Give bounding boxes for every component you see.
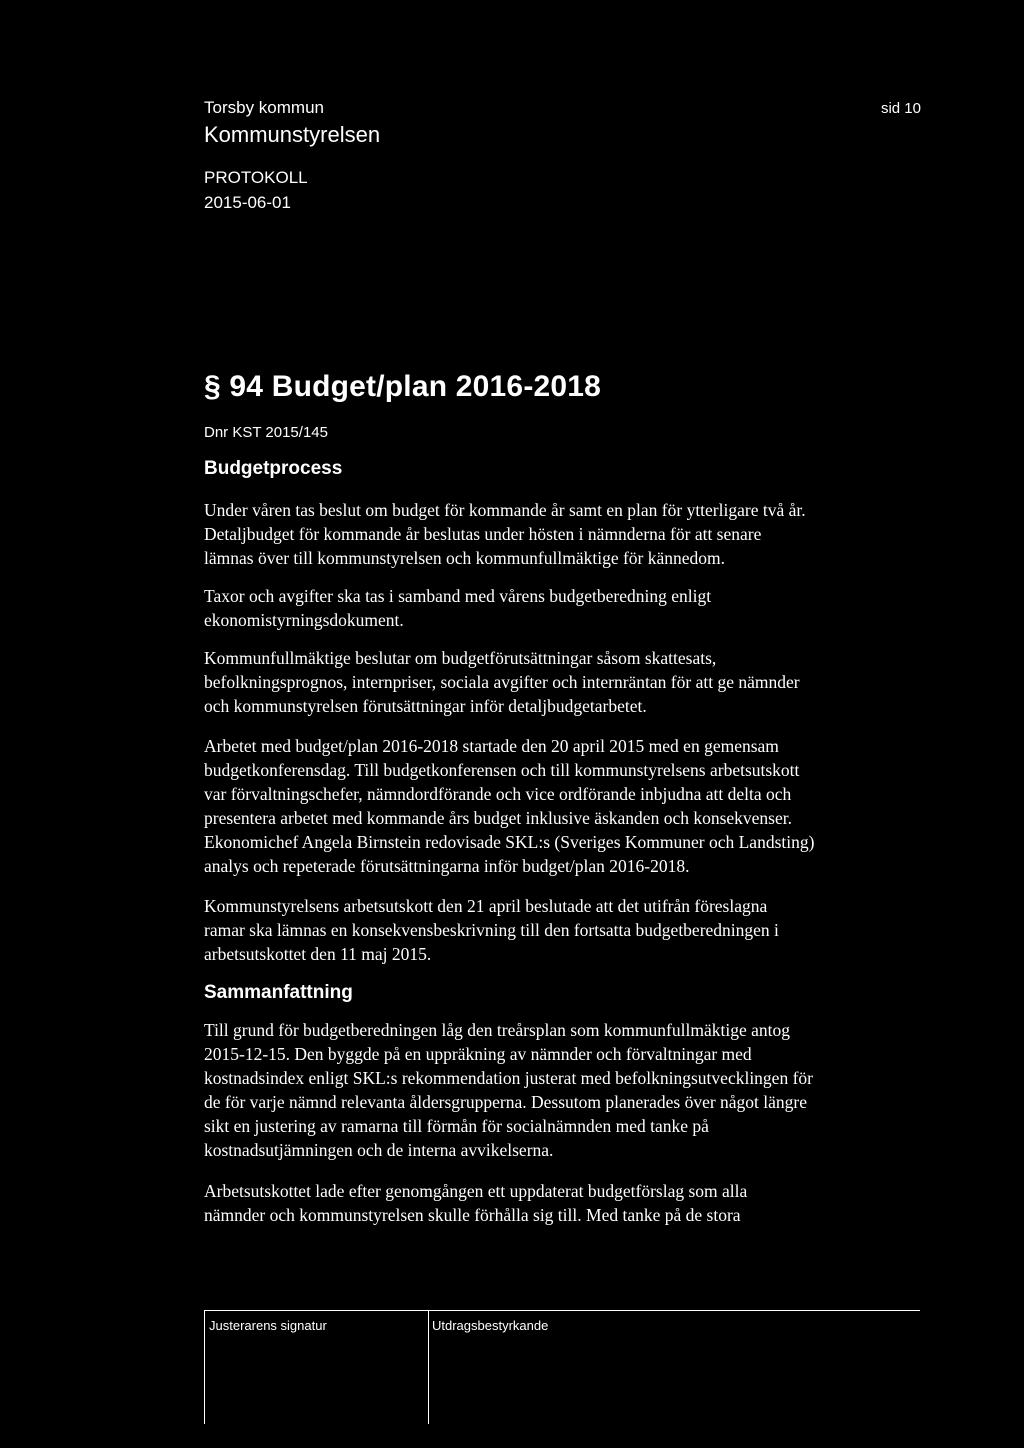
signature-cell bbox=[204, 1310, 429, 1424]
signature-label: Justerarens signatur bbox=[209, 1318, 327, 1333]
heading-summary: Sammanfattning bbox=[204, 982, 353, 1003]
paragraph-council-conditions: Kommunfullmäktige beslutar om budgetförutsättningar såsom skattesats, befolkningsprognos, internpriser, sociala avgifter och internräntan för att ge nämnder och kommunstyrelsen förutsättningar inför detaljbudgetarbetet. bbox=[204, 648, 800, 716]
paragraph-committee-decision: Kommunstyrelsens arbetsutskott den 21 april beslutade att det utifrån föreslagna ramar ska lämnas en konsekvensbeskrivning till den fortsatta budgetberedningen i arbetsutskottet den 11 maj 2015. bbox=[204, 896, 779, 964]
paragraph-fees: Taxor och avgifter ska tas i samband med vårens budgetberedning enligt ekonomistyrningsdokument. bbox=[204, 586, 712, 630]
diary-number: Dnr KST 2015/145 bbox=[204, 424, 328, 441]
paragraph-budget-conference: Arbetet med budget/plan 2016-2018 startade den 20 april 2015 med en gemensam budgetkonferensdag. Till budgetkonferensen och till kommunstyrelsens arbetsutskott var förvaltningschefer, nämndordförande och vice ordförande inbjudna att delta och presentera arbetet med kommande års budget inklusive äskanden och konsekvenser. Ekonomichef Angela Birnstein redovisade SKL:s (Sveriges Kommuner och Landsting) analys och repeterade förutsättningarna inför budget/plan 2016-2018. bbox=[204, 736, 815, 876]
section-title: § 94 Budget/plan 2016-2018 bbox=[204, 370, 602, 403]
paragraph-budget-decision: Under våren tas beslut om budget för kommande år samt en plan för ytterligare två år. Detaljbudget för kommande år beslutas under hösten i nämnderna för att senare lämnas över till kommunstyrelsen och kommunfullmäktige för kännedom. bbox=[204, 500, 806, 568]
board-name: Kommunstyrelsen bbox=[204, 122, 381, 147]
paragraph-summary-basis: Till grund för budgetberedningen låg den treårsplan som kommunfullmäktige antog 2015-12-15. Den byggde på en uppräkning av nämnder och förvaltningar med kostnadsindex enligt SKL:s rekommendation justerat med befolkningsutvecklingen för de för varje nämnd relevanta åldersgrupperna. Dessutom planerades över något längre sikt en justering av ramarna till förmån för socialnämnden med tanke på kostnadsutjämningen och de interna avvikelserna. bbox=[204, 1020, 813, 1160]
certification-cell bbox=[428, 1310, 920, 1424]
page-number: sid 10 bbox=[880, 100, 921, 117]
document-date: 2015-06-01 bbox=[204, 193, 291, 212]
heading-budgetprocess: Budgetprocess bbox=[204, 458, 343, 479]
signature-table bbox=[204, 1310, 920, 1424]
paragraph-summary-proposal: Arbetsutskottet lade efter genomgången ett uppdaterat budgetförslag som alla nämnder och kommunstyrelsen skulle förhålla sig till. Med tanke på de stora bbox=[204, 1181, 748, 1225]
organization-name: Torsby kommun bbox=[204, 98, 324, 117]
certification-label: Utdragsbestyrkande bbox=[432, 1318, 549, 1333]
document-type: PROTOKOLL bbox=[204, 168, 308, 187]
